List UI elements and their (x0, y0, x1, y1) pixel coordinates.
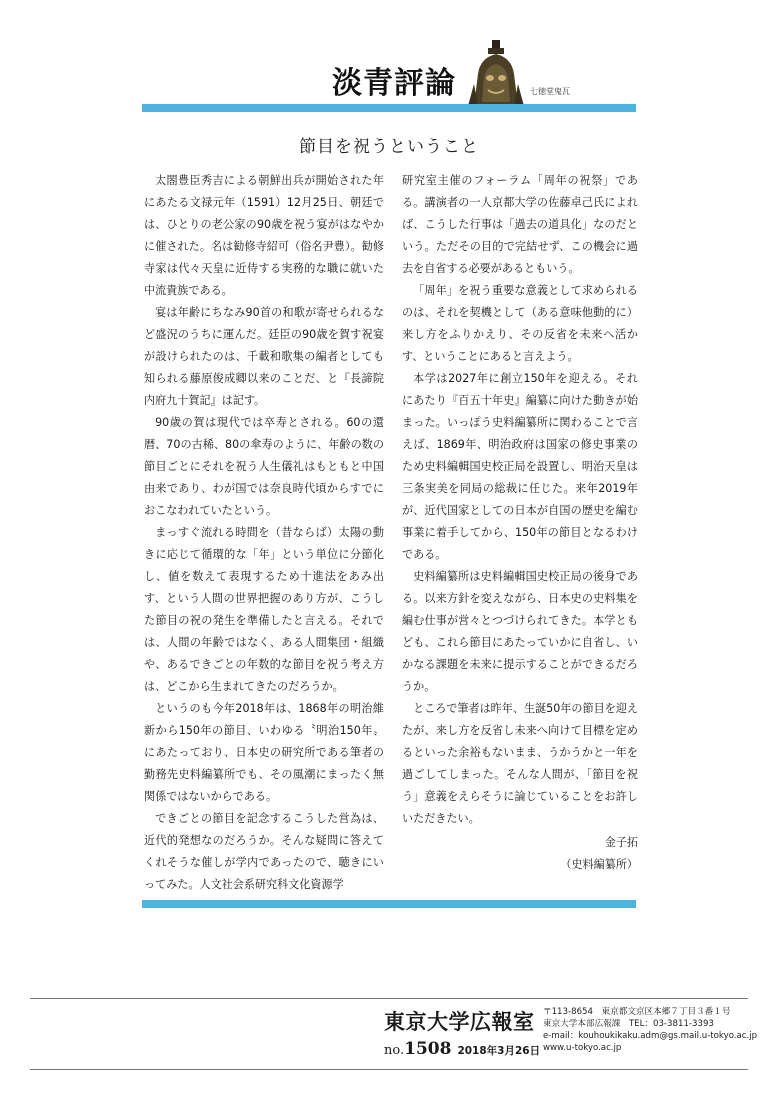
footer-org-name: 東京大学広報室 (384, 1010, 535, 1034)
issue-prefix: no. (384, 1043, 405, 1058)
paragraph: 90歳の賀は現代では卒寿とされる。60の還暦、70の古稀、80の傘寿のように、年齢の数の節目ごとにそれを祝う人生儀礼はもともと中国由来であり、わが国では奈良時代頃からすでにおこなわれていたという。 (144, 416, 384, 517)
paragraph: ところで筆者は昨年、生誕50年の節目を迎えたが、来し方を反省し未来へ向けて目標を定めるといった余裕もないまま、うかうかと一年を過ごしてしまった。そんな人間が、「節目を祝う」意義をえらそうに論じていることをお許しいただきたい。 (402, 702, 638, 825)
column-title: 淡青評論 (332, 66, 456, 101)
footer-divider (30, 998, 748, 999)
paragraph: 本学は2027年に創立150年を迎える。それにあたり『百五十年史』編纂に向けた動きが始まった。いっぽう史料編纂所に関わることで言えば、1869年、明治政府は国家の修史事業のため史料編輯国史校正局を設置し、明治天皇は三条実美を同局の総裁に任じた。来年2019年が、近代国家としての日本が自国の歴史を編む事業に着手してから、150年の節目となるわけである。 (402, 372, 638, 561)
paragraph: できごとの節目を記念するこうした営為は、近代的発想なのだろうか。そんな疑問に答えてくれそうな催しが学内であったので、聴きにいってみた。人文社会系研究科文化資源学 (144, 812, 384, 891)
onigawara-roof-tile-image (466, 40, 526, 106)
email-link[interactable]: e-mail：kouhoukikaku.adm@gs.mail.u-tokyo.ac.jp (543, 1031, 758, 1041)
issue-number: 1508 (404, 1039, 452, 1059)
article-title: 節目を祝うということ (299, 137, 479, 157)
image-caption: 七徳堂鬼瓦 (530, 87, 570, 96)
website-link[interactable]: www.u-tokyo.ac.jp (543, 1043, 622, 1053)
paragraph: 宴は年齢にちなみ90首の和歌が寄せられるなど盛況のうちに運んだ。廷臣の90歳を賀す祝宴が設けられたのは、千載和歌集の編者としても知られる藤原俊成卿以来のことだ、と『長諦院内府九十賀記』は記す。 (144, 306, 384, 407)
paragraph: まっすぐ流れる時間を（昔ならば）太陽の動きに応じて循環的な「年」という単位に分節化し、値を数えて表現するため十進法をあみ出す、という人間の世界把握のあり方が、こうした節目の祝の発生を準備したと言える。それでは、人間の年齢ではなく、ある人間集団・組織や、あるできごとの年数的な節目を祝う考え方は、どこから生まれてきたのだろうか。 (144, 526, 384, 693)
bottom-accent-bar (142, 900, 636, 908)
issue-info (384, 1039, 540, 1059)
department: 東京大学本部広報課 TEL：03-3811-3393 (543, 1019, 714, 1029)
footer-divider (30, 1069, 748, 1070)
paragraph: 太閤豊臣秀吉による朝鮮出兵が開始された年にあたる文禄元年（1591）12月25日、朝廷では、ひとりの老公家の90歳を祝う宴がはなやかに催された。名は勧修寺紹可（俗名尹豊）。勧修寺家は代々天皇に近侍する実務的な職に就いた中流貴族である。 (144, 174, 384, 297)
author-name: 金子拓 (604, 836, 638, 849)
issue-date: 2018年3月26日 (457, 1045, 541, 1057)
paragraph: というのも今年2018年は、1868年の明治維新から150年の節目、いわゆる〝明治150年〟にあたっており、日本史の研究所である筆者の勤務先史料編纂所でも、その風潮にまったく無関係ではないからである。 (144, 702, 384, 803)
article-column-left (144, 170, 384, 896)
top-accent-bar (142, 104, 636, 112)
author-signature (402, 832, 638, 876)
address: 〒113-8654 東京都文京区本郷７丁目３番１号 (543, 1007, 731, 1017)
footer-contact (543, 1006, 757, 1054)
paragraph: 史料編纂所は史料編輯国史校正局の後身である。以来方針を変えながら、日本史の史料集を編む仕事が営々とつづけられてきた。本学ともども、これら節目にあたっていかに自省し、いかなる課題を未来に提示することができるだろうか。 (402, 570, 638, 693)
author-affiliation: （史料編纂所） (560, 858, 638, 871)
paragraph-continuation: 研究室主催のフォーラム「周年の祝祭」である。講演者の一人京都大学の佐藤卓己氏によれば、こうした行事は「過去の道具化」なのだという。ただその目的で完結せず、この機会に過去を自省する必要があるともいう。 (402, 174, 638, 275)
paragraph: 「周年」を祝う重要な意義として求められるのは、それを契機として（ある意味他動的に）来し方をふりかえり、その反省を未来へ活かす、ということにあると言えよう。 (402, 284, 638, 363)
article-column-right (402, 170, 638, 830)
